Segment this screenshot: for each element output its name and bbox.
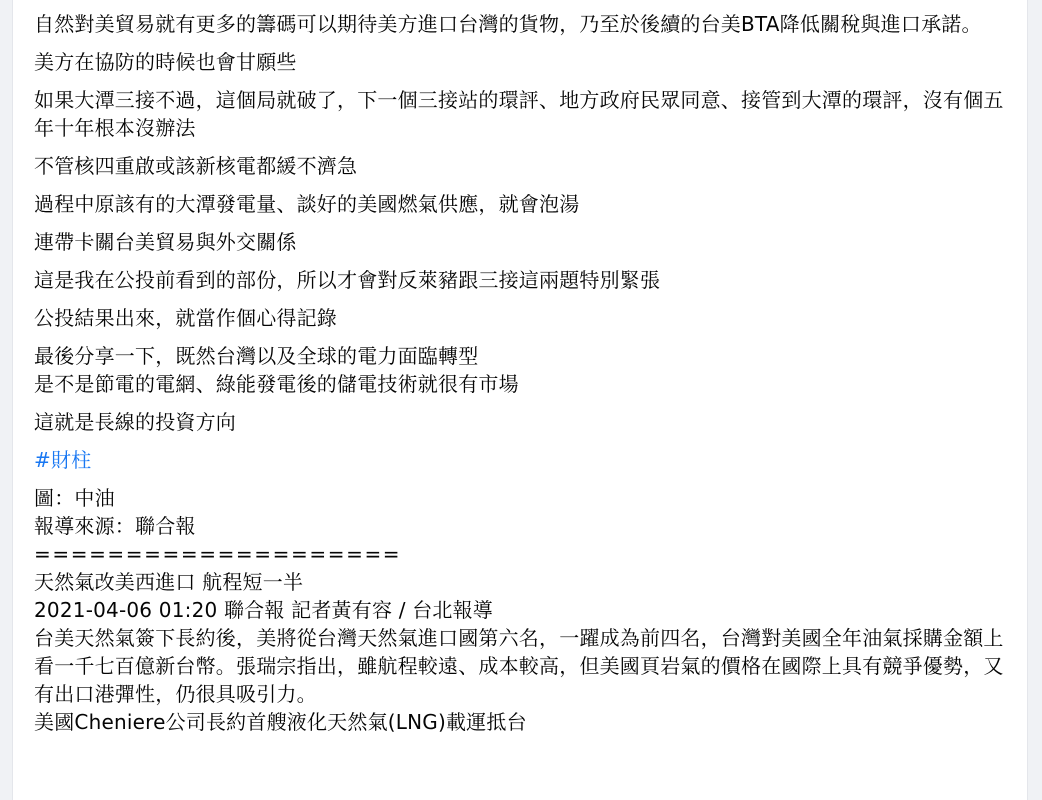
post-paragraph — [34, 304, 1007, 332]
post-body — [13, 0, 1027, 736]
post-text-line: 自然對美貿易就有更多的籌碼可以期待美方進口台灣的貨物，乃至於後續的台美BTA降低關稅與進口承諾。 — [34, 12, 982, 36]
post-paragraph — [34, 408, 1007, 436]
post-text-line: 不管核四重啟或該新核電都緩不濟急 — [34, 154, 358, 178]
article-quote — [34, 484, 1007, 736]
post-text-line: 如果大潭三接不過，這個局就破了，下一個三接站的環評、地方政府民眾同意、接管到大潭的環評，沒有個五年十年根本沒辦法 — [34, 88, 1004, 140]
photo-credit: 圖：中油 — [34, 486, 115, 510]
post-text-line: 最後分享一下，既然台灣以及全球的電力面臨轉型 — [34, 344, 479, 368]
post-paragraph — [34, 228, 1007, 256]
post-text-line: 是不是節電的電網、綠能發電後的儲電技術就很有市場 — [34, 372, 519, 396]
post-text-line: 美方在協防的時候也會甘願些 — [34, 50, 297, 74]
post-paragraph — [34, 342, 1007, 398]
hashtag-link[interactable]: #財柱 — [34, 448, 92, 472]
post-text-line: 公投結果出來，就當作個心得記錄 — [34, 306, 337, 330]
post-paragraph — [34, 152, 1007, 180]
source-credit: 報導來源：聯合報 — [34, 514, 196, 538]
post-card — [12, 0, 1028, 800]
article-title: 天然氣改美西進口 航程短一半 — [34, 570, 304, 594]
article-body: 台美天然氣簽下長約後，美將從台灣天然氣進口國第六名，一躍成為前四名，台灣對美國全年油氣採購金額上看一千七百億新台幣。張瑞宗指出，雖航程較遠、成本較高，但美國頁岩氣的價格在國際上具有競爭優勢，又有出口港彈性，仍很具吸引力。 — [34, 626, 1004, 706]
post-text-line: 這就是長線的投資方向 — [34, 410, 236, 434]
separator-line: ==================== — [34, 542, 402, 566]
post-paragraph — [34, 10, 1007, 38]
post-paragraph — [34, 190, 1007, 218]
article-byline: 2021-04-06 01:20 聯合報 記者黃有容 / 台北報導 — [34, 598, 493, 622]
post-text-line: 過程中原該有的大潭發電量、談好的美國燃氣供應，就會泡湯 — [34, 192, 580, 216]
post-text-line: 這是我在公投前看到的部份，所以才會對反萊豬跟三接這兩題特別緊張 — [34, 268, 661, 292]
post-text-line: 連帶卡關台美貿易與外交關係 — [34, 230, 297, 254]
hashtag-paragraph — [34, 446, 1007, 474]
article-caption: 美國Cheniere公司長約首艘液化天然氣(LNG)載運抵台 — [34, 710, 527, 734]
post-paragraph — [34, 48, 1007, 76]
post-paragraph — [34, 266, 1007, 294]
post-paragraph — [34, 86, 1007, 142]
